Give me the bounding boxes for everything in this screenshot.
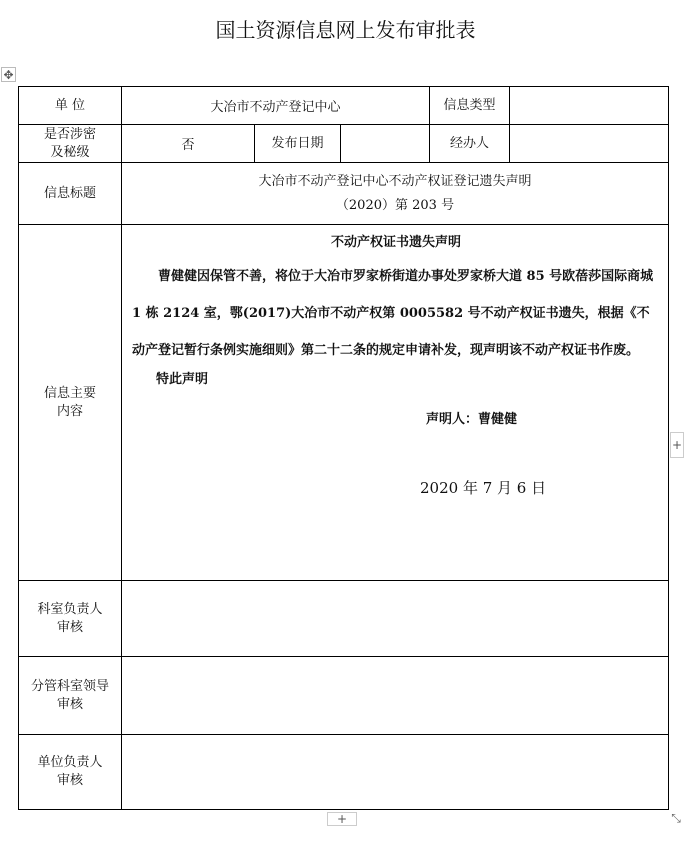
- info-title-line1: 大冶市不动产登记中心不动产权证登记遗失声明: [258, 173, 532, 189]
- content-label-line1: 信息主要: [43, 385, 96, 401]
- division-leader-label-line1: 分管科室领导: [30, 678, 109, 694]
- unit-label-cell[interactable]: [19, 87, 122, 125]
- content-label-cell[interactable]: [19, 225, 122, 581]
- document-title: 国土资源信息网上发布审批表: [215, 18, 476, 42]
- publish-date-value-cell[interactable]: [341, 125, 430, 163]
- info-title-value-cell[interactable]: [122, 163, 669, 225]
- approval-form-table: [18, 86, 669, 810]
- move-arrows-icon: ✥: [3, 67, 14, 82]
- row-info-title: [19, 163, 669, 225]
- unit-head-label-line2: 审核: [56, 773, 83, 788]
- section-chief-label-line1: 科室负责人: [37, 601, 103, 617]
- info-title-label-cell[interactable]: [19, 163, 122, 225]
- info-type-value-cell[interactable]: [510, 87, 669, 125]
- secret-value-cell[interactable]: [122, 125, 255, 163]
- info-title-line2: （2020）第 203 号: [335, 197, 455, 213]
- handler-value-cell[interactable]: [510, 125, 669, 163]
- content-date: 2020 年 7 月 6 日: [420, 479, 547, 497]
- plus-icon: +: [336, 812, 348, 826]
- content-heading: 不动产权证书遗失声明: [330, 235, 461, 250]
- content-value-cell[interactable]: [122, 225, 669, 581]
- unit-head-review-cell[interactable]: [122, 735, 669, 810]
- unit-value-cell[interactable]: [122, 87, 430, 125]
- table-resize-handle[interactable]: [668, 810, 684, 826]
- info-type-label: 信息类型: [443, 97, 496, 113]
- row-content: [19, 225, 669, 581]
- row-secret: [19, 125, 669, 163]
- handler-label-cell[interactable]: [430, 125, 510, 163]
- secret-label-cell[interactable]: [19, 125, 122, 163]
- division-leader-label-cell[interactable]: [19, 657, 122, 735]
- plus-icon: +: [671, 438, 683, 452]
- row-unit: [19, 87, 669, 125]
- section-chief-label-cell[interactable]: [19, 581, 122, 657]
- info-title-label: 信息标题: [43, 185, 96, 201]
- content-label-line2: 内容: [56, 403, 83, 419]
- publish-date-label: 发布日期: [271, 135, 324, 151]
- diagonal-resize-icon: ⤡: [671, 810, 681, 825]
- unit-value: 大冶市不动产登记中心: [210, 100, 341, 115]
- table-move-handle[interactable]: [1, 67, 16, 82]
- unit-label: 单 位: [54, 97, 86, 113]
- unit-head-label-line1: 单位负责人: [37, 755, 103, 770]
- secret-label-line1: 是否涉密: [43, 126, 96, 142]
- division-leader-label-line2: 审核: [56, 696, 83, 712]
- publish-date-label-cell[interactable]: [255, 125, 341, 163]
- content-body: 曹健健因保管不善，将位于大冶市罗家桥街道办事处罗家桥大道 85 号欧蓓莎国际商城 1 栋 2124 室，鄂(2017)大冶市不动产权第 0005582 号不动产权证书遗失，根据《不动产登记暂行条例实施细则》第二十二条的规定申请补发，现声明该不动产权证书作废。: [132, 269, 654, 358]
- section-chief-review-cell[interactable]: [122, 581, 669, 657]
- secret-value: 否: [181, 138, 195, 153]
- secret-label-line2: 及秘级: [50, 144, 90, 160]
- content-signature: 声明人：曹健健: [426, 412, 518, 427]
- row-section-chief: [19, 581, 669, 657]
- add-row-button[interactable]: [327, 812, 357, 826]
- section-chief-label-line2: 审核: [56, 619, 83, 635]
- unit-head-label-cell[interactable]: [19, 735, 122, 810]
- content-closing: 特此声明: [156, 372, 209, 387]
- row-unit-head: [19, 735, 669, 810]
- add-column-button[interactable]: [670, 432, 684, 458]
- info-type-label-cell[interactable]: [430, 87, 510, 125]
- division-leader-review-cell[interactable]: [122, 657, 669, 735]
- row-division-leader: [19, 657, 669, 735]
- handler-label: 经办人: [449, 135, 489, 151]
